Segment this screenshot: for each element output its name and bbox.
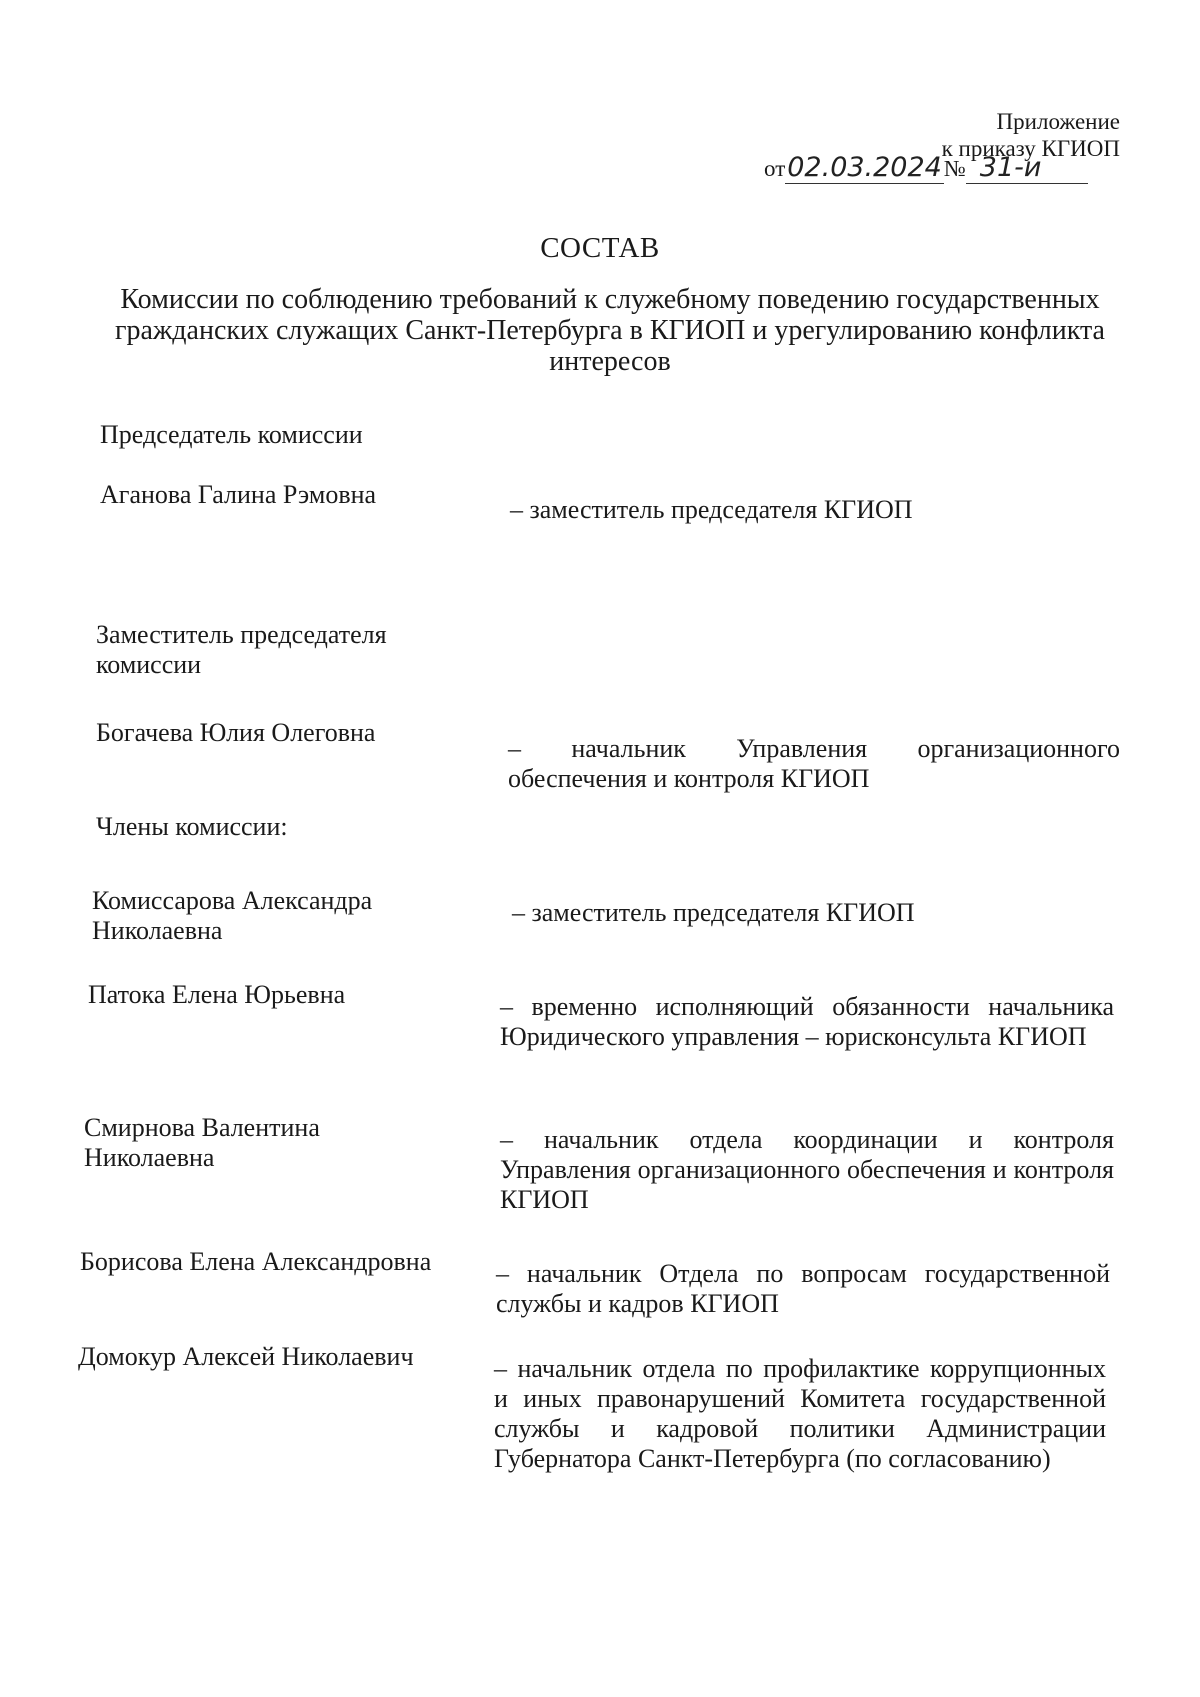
document-title: СОСТАВ — [540, 232, 660, 264]
section-members: Члены комиссии: — [96, 812, 288, 841]
member-duty: – заместитель председателя КГИОП — [510, 495, 913, 524]
member-name: Патока Елена Юрьевна — [88, 980, 346, 1009]
member-name: Богачева Юлия Олеговна — [96, 718, 376, 747]
member-name: Борисова Елена Александровна — [80, 1247, 432, 1276]
member-duty: – заместитель председателя КГИОП — [512, 898, 915, 927]
date-prefix: от — [764, 156, 786, 181]
section-deputy: Заместитель председателя комиссии — [96, 620, 387, 679]
handwritten-number: 31-и — [979, 152, 1042, 183]
member-name: Комиссарова Александра Николаевна — [92, 886, 373, 945]
member-duty: – начальник Отдела по вопросам государственной службы и кадров КГИОП — [496, 1259, 1110, 1318]
order-date-number — [764, 154, 1088, 184]
annex-order-ref: к приказу КГИОП — [941, 136, 1120, 161]
member-duty: – начальник отдела по профилактике коррупционных и иных правонарушений Комитета государственной службы и кадровой политики Администрации Губернатора Санкт-Петербурга (по согласованию) — [494, 1354, 1106, 1473]
section-chair: Председатель комиссии — [100, 420, 363, 449]
member-duty: – начальник Управления организационного обеспечения и контроля КГИОП — [508, 734, 1120, 793]
document-subtitle: Комиссии по соблюдению требований к служебному поведению государственных гражданских служащих Санкт-Петербурга в КГИОП и урегулированию конфликта интересов — [115, 284, 1105, 377]
number-sign: № — [943, 156, 966, 181]
member-name: Смирнова Валентина Николаевна — [84, 1113, 320, 1172]
handwritten-date: 02.03.2024 — [787, 152, 942, 183]
member-duty: – временно исполняющий обязанности начальника Юридического управления – юрисконсульта КГИОП — [500, 992, 1114, 1051]
member-name: Аганова Галина Рэмовна — [100, 480, 377, 509]
member-name: Домокур Алексей Николаевич — [78, 1342, 414, 1371]
annex-title: Приложение — [996, 109, 1120, 134]
member-duty: – начальник отдела координации и контроля Управления организационного обеспечения и контроля КГИОП — [500, 1125, 1114, 1214]
